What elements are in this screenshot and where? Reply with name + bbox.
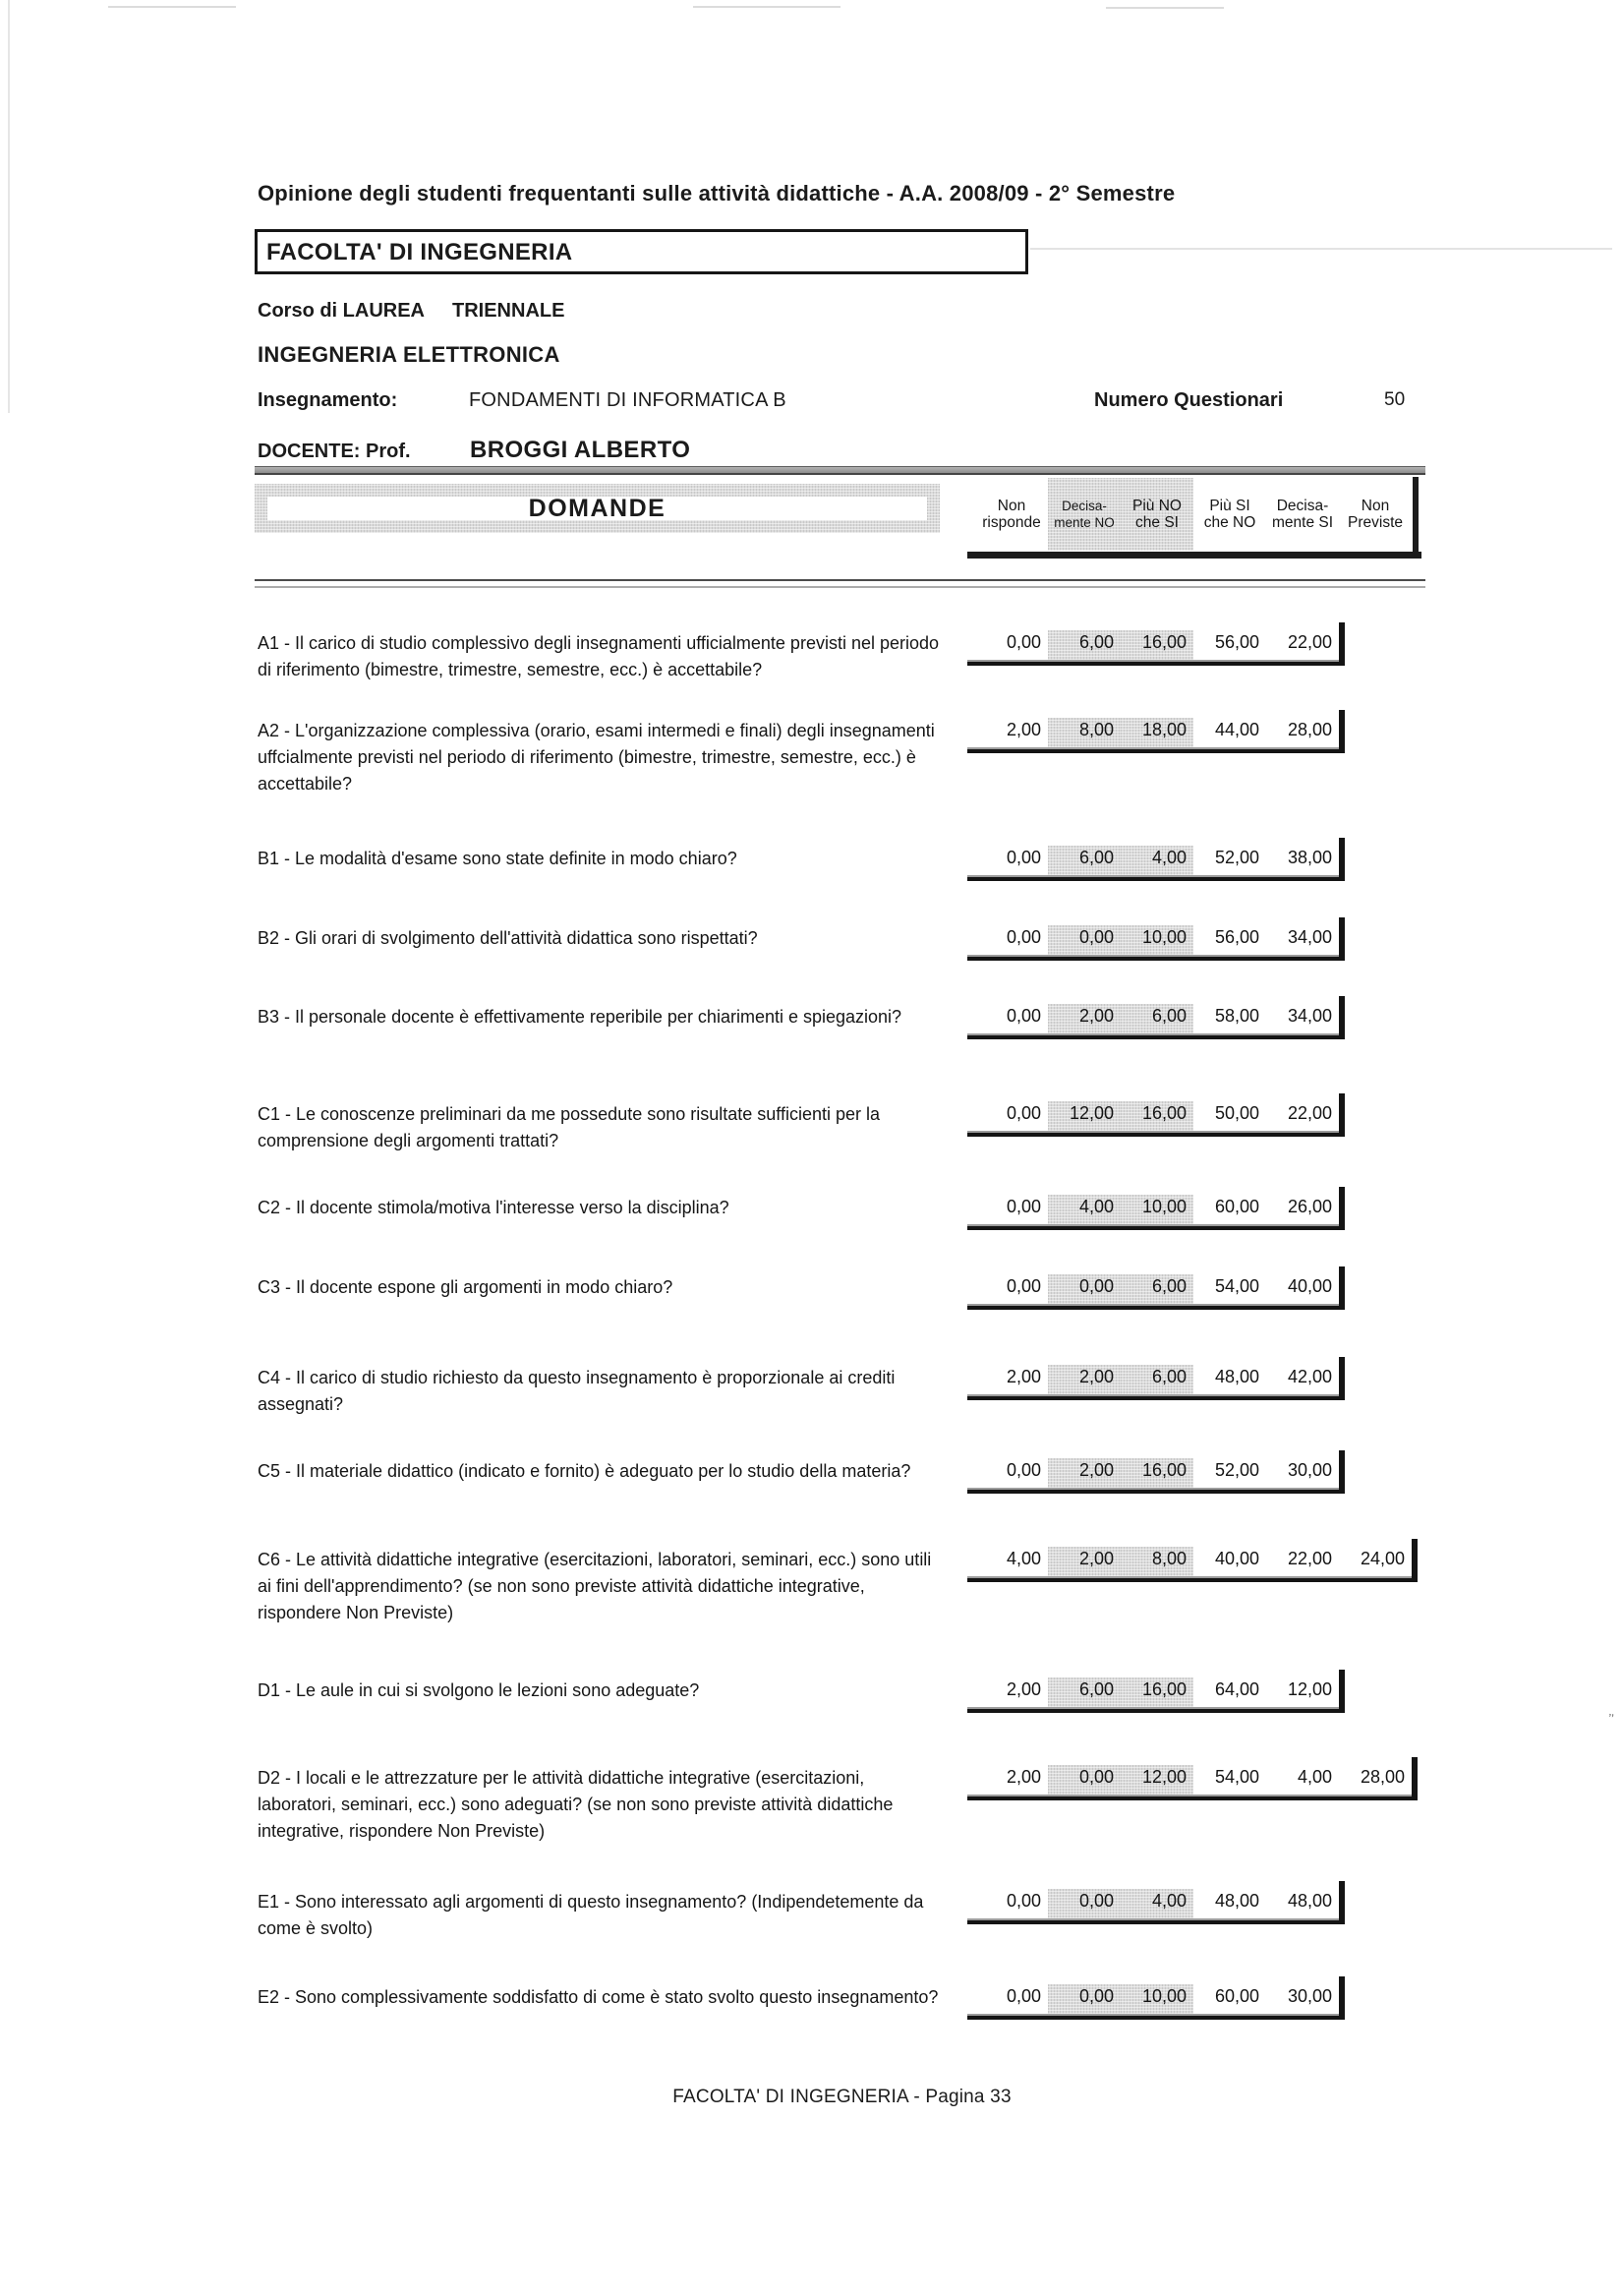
value-cells [975, 1274, 1339, 1304]
value-cell: 42,00 [1287, 1367, 1332, 1386]
row-underline [967, 747, 1345, 753]
scan-artifact [1030, 248, 1612, 250]
column-header-line: Decisa- [1062, 499, 1107, 513]
row-bracket [1339, 1187, 1345, 1230]
question-text: C3 - Il docente espone gli argomenti in modo chiaro? [258, 1277, 673, 1297]
value-cell: 52,00 [1214, 848, 1259, 867]
question-text: B1 - Le modalità d'esame sono state definite in modo chiaro? [258, 849, 737, 868]
scan-artifact [108, 6, 236, 8]
value-cell: 12,00 [1048, 1101, 1121, 1131]
value-cell: 2,00 [1048, 1547, 1121, 1576]
value-cell: 64,00 [1214, 1679, 1259, 1699]
value-cell: 24,00 [1360, 1549, 1405, 1568]
value-cell: 8,00 [1048, 718, 1121, 747]
value-cell: 0,00 [1048, 1765, 1121, 1795]
value-cell: 0,00 [1048, 1889, 1121, 1918]
value-cell: 8,00 [1121, 1547, 1193, 1576]
answer-values [975, 925, 1339, 955]
course-name: FONDAMENTI DI INFORMATICA B [469, 389, 786, 411]
row-bracket [1339, 1357, 1345, 1400]
program-name: INGEGNERIA ELETTRONICA [258, 342, 560, 367]
row-underline [967, 955, 1345, 961]
value-cells [975, 1101, 1339, 1131]
column-header-line: Decisa- [1276, 498, 1329, 514]
value-cells [975, 718, 1339, 747]
value-cell: 10,00 [1121, 1984, 1193, 2014]
value-cell: 0,00 [1006, 1891, 1041, 1911]
value-cells [975, 1889, 1339, 1918]
header-right-border [1413, 477, 1419, 559]
value-cell: 16,00 [1121, 1678, 1193, 1707]
value-cell: 60,00 [1214, 1197, 1259, 1216]
degree-value: TRIENNALE [452, 300, 565, 322]
question-text: D2 - I locali e le attrezzature per le attività didattiche integrative (esercitazioni, laboratori, seminari, ecc.) sono adeguati? (se non sono previste attività didattiche integrative, rispondere Non Previste) [258, 1768, 894, 1841]
row-bracket [1339, 1093, 1345, 1137]
value-cell: 54,00 [1214, 1276, 1259, 1296]
question-text: C2 - Il docente stimola/motiva l'interesse verso la disciplina? [258, 1198, 729, 1217]
value-cell: 0,00 [1048, 1274, 1121, 1304]
degree-label: Corso di LAUREA [258, 300, 425, 322]
value-cell: 2,00 [1006, 1767, 1041, 1787]
scan-artifact: ’’ [1606, 1710, 1615, 1727]
value-cells [975, 1678, 1339, 1707]
value-cell: 40,00 [1287, 1276, 1332, 1296]
value-cell: 0,00 [1048, 1984, 1121, 2014]
value-cells [975, 630, 1339, 660]
row-underline [967, 1488, 1345, 1494]
value-cell: 0,00 [1006, 1986, 1041, 2006]
row-bracket [1339, 1670, 1345, 1713]
row-underline [967, 2014, 1345, 2020]
value-cell: 0,00 [1006, 1460, 1041, 1480]
value-cells [975, 846, 1339, 875]
value-cell: 34,00 [1287, 1006, 1332, 1026]
value-cell: 0,00 [1006, 848, 1041, 867]
value-cell: 0,00 [1006, 1197, 1041, 1216]
column-header [1048, 478, 1121, 551]
question-text: E2 - Sono complessivamente soddisfatto di come è stato svolto questo insegnamento? [258, 1987, 939, 2007]
value-cell: 28,00 [1287, 720, 1332, 739]
value-cells [975, 1365, 1339, 1394]
answer-values [975, 1678, 1339, 1707]
answer-values [975, 1274, 1339, 1304]
value-cell: 60,00 [1214, 1986, 1259, 2006]
question-text: C6 - Le attività didattiche integrative (esercitazioni, laboratori, seminari, ecc.) sono utili ai fini dell'apprendimento? (se non sono previste attività didattiche integrative, rispondere Non Previste) [258, 1550, 932, 1622]
answer-values [975, 1765, 1412, 1795]
column-header-line: che SI [1135, 514, 1179, 531]
question-text: C4 - Il carico di studio richiesto da questo insegnamento è proporzionale ai crediti assegnati? [258, 1368, 896, 1414]
answer-values [975, 718, 1339, 747]
row-underline [967, 1707, 1345, 1713]
teacher-label: DOCENTE: Prof. [258, 441, 411, 462]
value-cell: 30,00 [1287, 1986, 1332, 2006]
value-cell: 6,00 [1121, 1365, 1193, 1394]
scan-artifact [1106, 7, 1224, 9]
value-cells [975, 1984, 1339, 2014]
row-bracket [1339, 1266, 1345, 1310]
value-cell: 38,00 [1287, 848, 1332, 867]
row-underline [967, 1131, 1345, 1137]
value-cell: 0,00 [1006, 632, 1041, 652]
column-header [975, 478, 1048, 551]
question-text: C5 - Il materiale didattico (indicato e fornito) è adeguato per lo studio della materia? [258, 1461, 911, 1481]
value-cell: 54,00 [1214, 1767, 1259, 1787]
row-bracket [1339, 917, 1345, 961]
answer-values [975, 1365, 1339, 1394]
row-underline [967, 1224, 1345, 1230]
value-cells [975, 1195, 1339, 1224]
answer-values [975, 1004, 1339, 1033]
header-underline [967, 552, 1421, 559]
row-underline [967, 875, 1345, 881]
column-header-line: mente SI [1271, 514, 1334, 531]
value-cell: 4,00 [1048, 1195, 1121, 1224]
answer-values [975, 1195, 1339, 1224]
value-cells [975, 1547, 1412, 1576]
value-cell: 56,00 [1214, 632, 1259, 652]
question-text: A2 - L'organizzazione complessiva (orario, esami intermedi e finali) degli insegnamenti uffcialmente previsti nel periodo di riferimento (bimestre, trimestre, semestre, ecc.) è accettabile? [258, 721, 935, 794]
value-cell: 2,00 [1006, 1367, 1041, 1386]
value-cell: 0,00 [1006, 927, 1041, 947]
answer-values [975, 1101, 1339, 1131]
row-bracket [1339, 622, 1345, 666]
value-cell: 48,00 [1214, 1891, 1259, 1911]
scan-artifact [8, 0, 10, 413]
value-cell: 0,00 [1006, 1006, 1041, 1026]
value-cell: 22,00 [1287, 1103, 1332, 1123]
value-cell: 16,00 [1121, 1458, 1193, 1488]
row-underline [967, 1033, 1345, 1039]
row-underline [967, 1795, 1418, 1800]
value-cells [975, 925, 1339, 955]
value-cell: 30,00 [1287, 1460, 1332, 1480]
value-cell: 4,00 [1006, 1549, 1041, 1568]
value-cell: 44,00 [1214, 720, 1259, 739]
row-underline [967, 1918, 1345, 1924]
value-cell: 50,00 [1214, 1103, 1259, 1123]
column-header-line: Previste [1348, 514, 1403, 531]
course-label: Insegnamento: [258, 389, 398, 411]
value-cell: 4,00 [1121, 846, 1193, 875]
value-cell: 48,00 [1214, 1367, 1259, 1386]
answer-values [975, 630, 1339, 660]
column-header [1193, 478, 1266, 551]
value-cells [975, 1765, 1412, 1795]
value-cell: 12,00 [1287, 1679, 1332, 1699]
value-cell: 22,00 [1287, 632, 1332, 652]
answer-column-headers [975, 478, 1412, 551]
row-underline [967, 1304, 1345, 1310]
value-cell: 56,00 [1214, 927, 1259, 947]
value-cell: 26,00 [1287, 1197, 1332, 1216]
value-cell: 52,00 [1214, 1460, 1259, 1480]
column-header-line: Più NO [1132, 498, 1182, 514]
table-top-rule [255, 466, 1425, 475]
column-header-line: mente NO [1054, 515, 1115, 530]
questionnaires-label: Numero Questionari [1094, 389, 1284, 411]
value-cell: 10,00 [1121, 925, 1193, 955]
value-cells [975, 1004, 1339, 1033]
answer-values [975, 846, 1339, 875]
value-cell: 6,00 [1121, 1274, 1193, 1304]
degree-row [258, 300, 1426, 329]
value-cell: 10,00 [1121, 1195, 1193, 1224]
value-cell: 16,00 [1121, 630, 1193, 660]
value-cell: 6,00 [1048, 1678, 1121, 1707]
value-cell: 2,00 [1048, 1365, 1121, 1394]
questions-header-box [255, 484, 940, 533]
answer-values [975, 1984, 1339, 2014]
value-cell: 4,00 [1121, 1889, 1193, 1918]
value-cell: 6,00 [1048, 846, 1121, 875]
value-cell: 2,00 [1048, 1004, 1121, 1033]
value-cell: 48,00 [1287, 1891, 1332, 1911]
column-header [1266, 478, 1339, 551]
value-cell: 0,00 [1006, 1103, 1041, 1123]
value-cell: 18,00 [1121, 718, 1193, 747]
row-bracket [1339, 1450, 1345, 1494]
value-cell: 2,00 [1006, 1679, 1041, 1699]
question-text: E1 - Sono interessato agli argomenti di questo insegnamento? (Indipendetemente da come è svolto) [258, 1892, 924, 1938]
questionnaires-count: 50 [1384, 389, 1406, 410]
answer-values [975, 1889, 1339, 1918]
row-underline [967, 1576, 1418, 1582]
column-header-line: che NO [1203, 514, 1256, 531]
page-footer: FACOLTA' DI INGEGNERIA - Pagina 33 [672, 2087, 1012, 2107]
value-cell: 28,00 [1360, 1767, 1405, 1787]
column-header-line: Non [997, 498, 1026, 514]
row-bracket [1339, 1976, 1345, 2020]
faculty-box [255, 229, 1028, 274]
value-cell: 22,00 [1287, 1549, 1332, 1568]
row-bracket [1339, 710, 1345, 753]
value-cell: 12,00 [1121, 1765, 1193, 1795]
row-bracket [1339, 838, 1345, 881]
value-cell: 4,00 [1297, 1767, 1332, 1787]
row-bracket [1339, 996, 1345, 1039]
faculty-name: FACOLTA' DI INGEGNERIA [266, 239, 573, 265]
column-header-line: Non [1361, 498, 1390, 514]
value-cell: 40,00 [1214, 1549, 1259, 1568]
column-header [1339, 478, 1412, 551]
course-row [258, 389, 1426, 419]
value-cells [975, 1458, 1339, 1488]
row-underline [967, 1394, 1345, 1400]
page-title: Opinione degli studenti frequentanti sulle attività didattiche - A.A. 2008/09 - 2° Semestre [258, 181, 1176, 206]
row-bracket [1412, 1539, 1418, 1582]
value-cell: 16,00 [1121, 1101, 1193, 1131]
answer-values [975, 1547, 1412, 1576]
value-cell: 6,00 [1048, 630, 1121, 660]
value-cell: 34,00 [1287, 927, 1332, 947]
question-text: C1 - Le conoscenze preliminari da me possedute sono risultate sufficienti per la comprensione degli argomenti trattati? [258, 1104, 881, 1150]
question-text: B3 - Il personale docente è effettivamente reperibile per chiarimenti e spiegazioni? [258, 1007, 902, 1027]
value-cell: 0,00 [1006, 1276, 1041, 1296]
value-cell: 2,00 [1006, 720, 1041, 739]
value-cell: 0,00 [1048, 925, 1121, 955]
value-cell: 58,00 [1214, 1006, 1259, 1026]
column-header [1121, 478, 1193, 551]
questions-header: DOMANDE [267, 497, 927, 520]
question-text: A1 - Il carico di studio complessivo degli insegnamenti ufficialmente previsti nel periodo di riferimento (bimestre, trimestre, semestre, ecc.) è accettabile? [258, 633, 940, 679]
column-header-line: Più SI [1209, 498, 1250, 514]
question-text: B2 - Gli orari di svolgimento dell'attività didattica sono rispettati? [258, 928, 758, 948]
row-underline [967, 660, 1345, 666]
scan-artifact [693, 6, 840, 8]
row-bracket [1339, 1881, 1345, 1924]
value-cell: 6,00 [1121, 1004, 1193, 1033]
question-text: D1 - Le aule in cui si svolgono le lezioni sono adeguate? [258, 1680, 700, 1700]
value-cell: 2,00 [1048, 1458, 1121, 1488]
row-bracket [1412, 1757, 1418, 1800]
teacher-name: BROGGI ALBERTO [470, 437, 691, 463]
column-header-line: risponde [982, 514, 1041, 531]
answer-values [975, 1458, 1339, 1488]
header-divider [255, 579, 1425, 588]
